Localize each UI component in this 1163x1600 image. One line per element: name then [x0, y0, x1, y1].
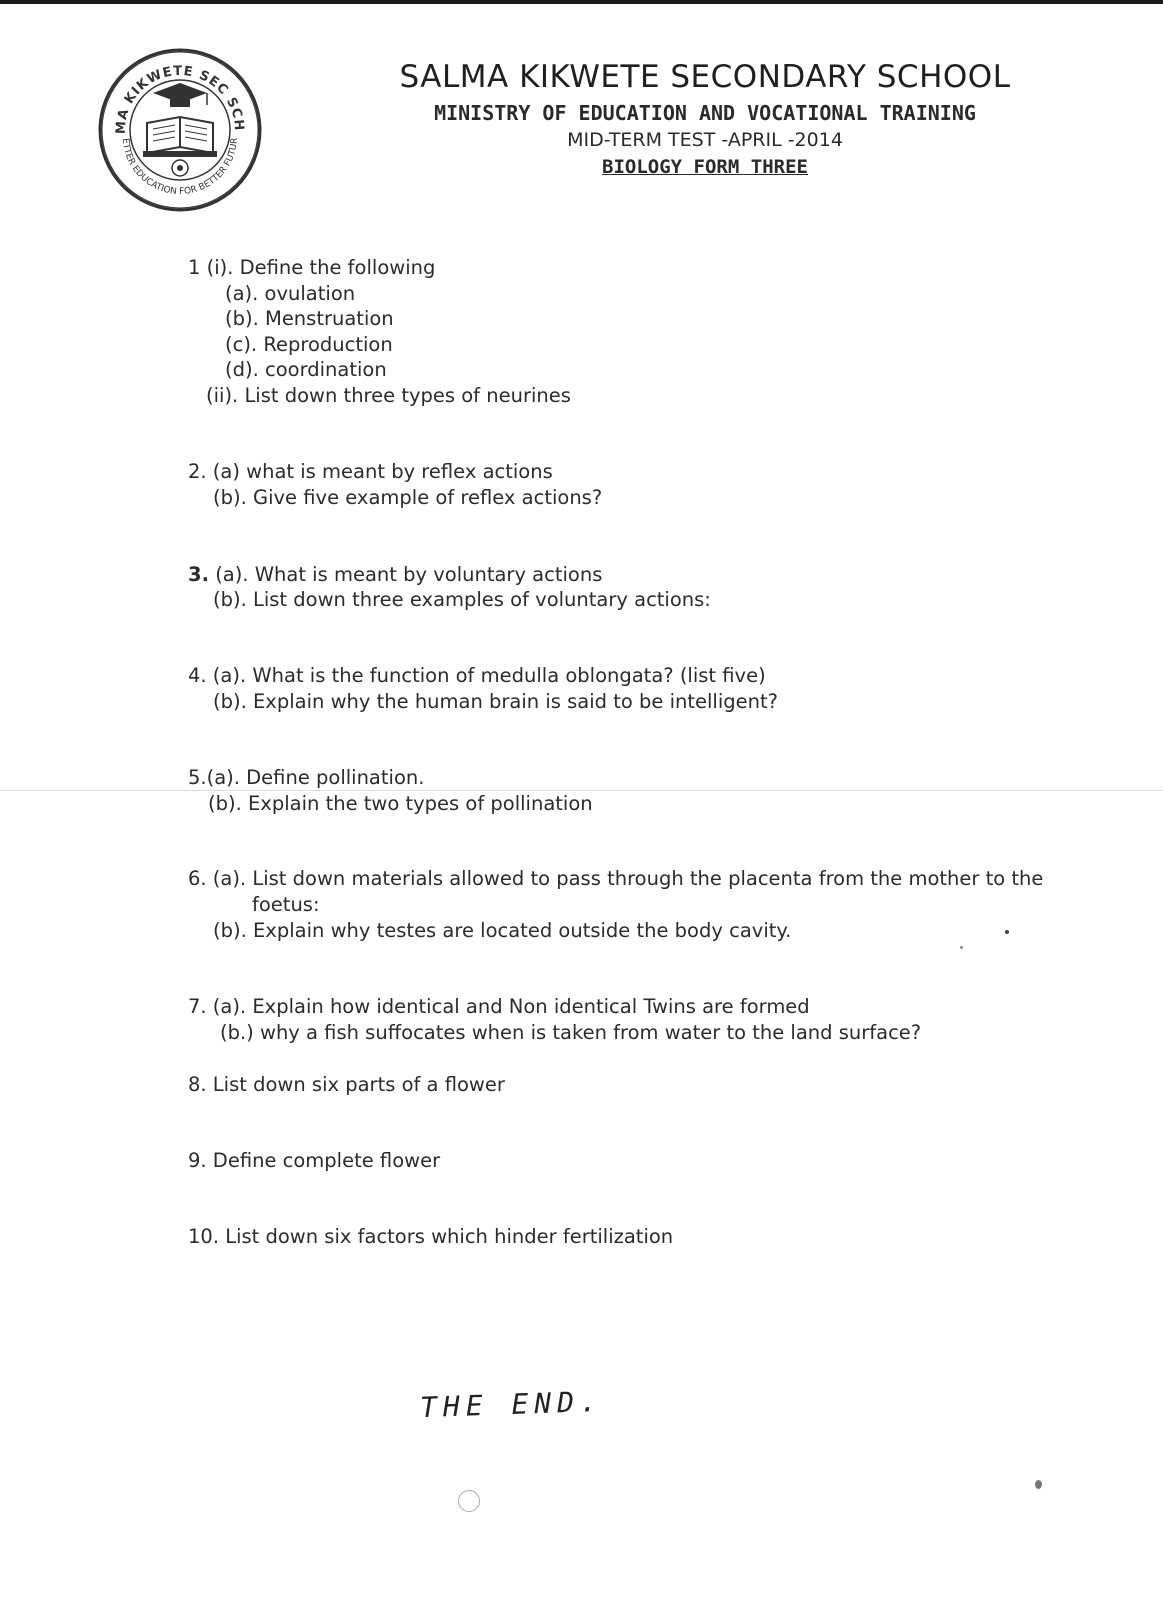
question-1-a: (a). ovulation [225, 282, 356, 305]
question-6-a: 6. (a). List down materials allowed to pass through the placenta from the mother to the [188, 867, 1044, 890]
question-1-d: (d). coordination [225, 358, 387, 381]
question-10: 10. List down six factors which hinder fertilization [188, 1225, 674, 1248]
question-3-a-text: (a). What is meant by voluntary actions [215, 563, 603, 586]
question-7-a: 7. (a). Explain how identical and Non identical Twins are formed [188, 995, 810, 1018]
punch-hole-mark [458, 1490, 480, 1512]
question-1-b: (b). Menstruation [225, 307, 394, 330]
question-9: 9. Define complete flower [188, 1149, 441, 1172]
school-logo [95, 45, 265, 215]
question-5-b: (b). Explain the two types of pollination [208, 792, 593, 815]
svg-text:SALMA KIKWETE SEC SCHOOL: MA KIKWETE SEC SCH [113, 63, 247, 135]
question-5-a: 5.(a). Define pollination. [188, 766, 425, 789]
exam-header [300, 55, 1110, 181]
test-title: MID-TERM TEST -APRIL -2014 [567, 129, 843, 151]
question-3-number: 3. [188, 563, 209, 586]
ink-speck [1035, 1480, 1042, 1489]
question-6-a-continued: foetus: [252, 893, 320, 916]
paper-fold-line [0, 790, 1163, 791]
question-1-ii: (ii). List down three types of neurines [206, 384, 571, 407]
question-4-a: 4. (a). What is the function of medulla oblongata? (list five) [188, 664, 766, 687]
page-top-edge [0, 0, 1163, 4]
question-1-i: 1 (i). Define the following [188, 256, 436, 279]
question-3-b: (b). List down three examples of voluntary actions: [213, 588, 711, 611]
question-8: 8. List down six parts of a flower [188, 1073, 505, 1096]
ministry-name: MINISTRY OF EDUCATION AND VOCATIONAL TRAINING [434, 101, 976, 125]
school-name: SALMA KIKWETE SECONDARY SCHOOL [399, 59, 1011, 95]
svg-text:BETTER EDUCATION FOR BETTER FU: ETTER EDUCATION FOR BETTER FUTUR [119, 137, 241, 198]
question-6-b: (b). Explain why testes are located outside the body cavity. [213, 919, 792, 942]
question-2-b: (b). Give five example of reflex actions? [213, 486, 603, 509]
ink-speck [960, 946, 963, 949]
question-2-a: 2. (a) what is meant by reflex actions [188, 460, 553, 483]
question-4-b: (b). Explain why the human brain is said to be intelligent? [213, 690, 778, 713]
question-1-c: (c). Reproduction [225, 333, 393, 356]
subject-title: BIOLOGY FORM THREE [602, 156, 808, 178]
handwritten-the-end: THE END. [419, 1384, 604, 1425]
ink-speck [1005, 930, 1009, 934]
question-7-b: (b.) why a fish suffocates when is taken from water to the land surface? [220, 1021, 922, 1044]
question-3-a [188, 563, 602, 586]
